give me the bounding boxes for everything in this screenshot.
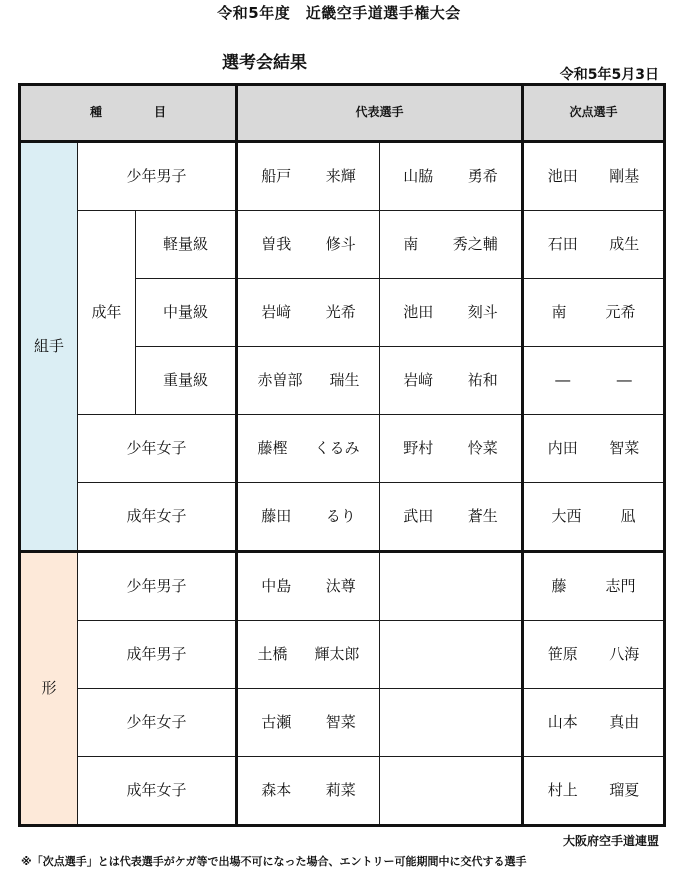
representative-cell: 藤樫 くるみ: [237, 415, 380, 483]
alternate-cell: 池田 剛基: [523, 142, 665, 211]
alternate-cell: 石田 成生: [523, 211, 665, 279]
representative-cell: 中島 汰尊: [237, 552, 380, 621]
category-cell: 成年女子: [78, 483, 237, 552]
representative-cell: 野村 怜菜: [380, 415, 523, 483]
category-cell: 少年男子: [78, 552, 237, 621]
representative-cell: 森本 莉菜: [237, 757, 380, 826]
representative-cell: 武田 蒼生: [380, 483, 523, 552]
representative-cell: 藤田 るり: [237, 483, 380, 552]
kumite-section-label: 組手: [20, 142, 78, 552]
alternate-cell: ― ―: [523, 347, 665, 415]
page-subtitle: 選考会結果: [222, 53, 307, 73]
table-row: [20, 552, 665, 621]
alternate-cell: 大西 凪: [523, 483, 665, 552]
category-cell: 少年女子: [78, 415, 237, 483]
footnote: ※「次点選手」とは代表選手がケガ等で出場不可になった場合、エントリー可能期間中に交代する選手: [21, 855, 527, 868]
header-event: 種 目: [20, 85, 237, 142]
table-header-row: [20, 85, 665, 142]
results-table: [18, 83, 666, 827]
alternate-cell: 内田 智菜: [523, 415, 665, 483]
alternate-cell: 山本 真由: [523, 689, 665, 757]
representative-cell: 山脇 勇希: [380, 142, 523, 211]
representative-cell: 古瀬 智菜: [237, 689, 380, 757]
table-row: [20, 415, 665, 483]
category-cell: 軽量級: [136, 211, 237, 279]
representative-cell-empty: [380, 689, 523, 757]
header-representative: 代表選手: [237, 85, 523, 142]
representative-cell: 南 秀之輔: [380, 211, 523, 279]
representative-cell: 曽我 修斗: [237, 211, 380, 279]
category-cell: 中量級: [136, 279, 237, 347]
alternate-cell: 笹原 八海: [523, 621, 665, 689]
representative-cell-empty: [380, 757, 523, 826]
table-row: [20, 142, 665, 211]
header-alternate: 次点選手: [523, 85, 665, 142]
adult-group-label: 成年: [78, 211, 136, 415]
alternate-cell: 村上 瑠夏: [523, 757, 665, 826]
alternate-cell: 藤 志門: [523, 552, 665, 621]
table-row: [20, 211, 665, 279]
date-label: 令和5年5月3日: [559, 67, 659, 83]
category-cell: 成年女子: [78, 757, 237, 826]
kata-section-label: 形: [20, 552, 78, 826]
alternate-cell: 南 元希: [523, 279, 665, 347]
table-row: [20, 689, 665, 757]
page-title: 令和5年度 近畿空手道選手権大会: [217, 4, 461, 22]
organization-name: 大阪府空手道連盟: [562, 834, 659, 848]
category-cell: 重量級: [136, 347, 237, 415]
table-row: [20, 757, 665, 826]
category-cell: 少年男子: [78, 142, 237, 211]
representative-cell-empty: [380, 621, 523, 689]
representative-cell: 池田 刻斗: [380, 279, 523, 347]
table-row: [20, 483, 665, 552]
representative-cell: 土橋 輝太郎: [237, 621, 380, 689]
representative-cell: 船戸 来輝: [237, 142, 380, 211]
representative-cell-empty: [380, 552, 523, 621]
table-row: [20, 621, 665, 689]
representative-cell: 赤曽部 瑞生: [237, 347, 380, 415]
representative-cell: 岩﨑 光希: [237, 279, 380, 347]
category-cell: 少年女子: [78, 689, 237, 757]
category-cell: 成年男子: [78, 621, 237, 689]
representative-cell: 岩﨑 祐和: [380, 347, 523, 415]
